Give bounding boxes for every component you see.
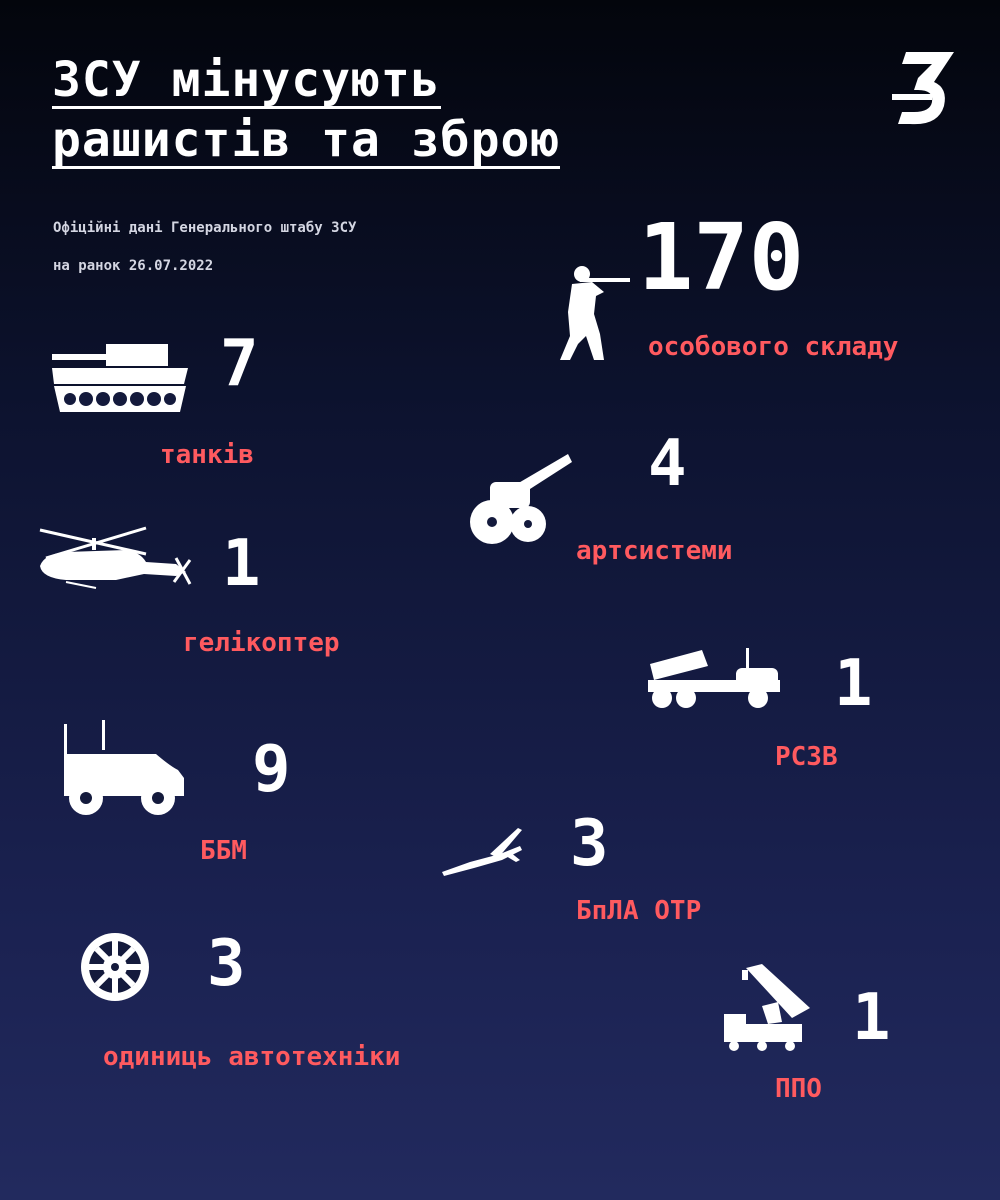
mlrs-label: РСЗВ xyxy=(775,742,838,772)
date-text: на ранок 26.07.2022 xyxy=(53,258,214,274)
uav-label: БпЛА ОТР xyxy=(576,896,702,926)
drone-icon xyxy=(440,824,524,876)
tanks-label: танків xyxy=(160,440,254,470)
air-defense-label: ППО xyxy=(775,1074,822,1104)
wheel-icon xyxy=(80,932,150,1002)
artillery-icon xyxy=(470,452,574,548)
armored-vehicle-icon xyxy=(60,720,186,818)
personnel-count: 170 xyxy=(638,204,805,311)
helicopter-icon xyxy=(36,524,192,594)
mlrs-count: 1 xyxy=(834,647,873,721)
artillery-label: артсистеми xyxy=(576,536,733,566)
artillery-count: 4 xyxy=(648,427,687,501)
tanks-count: 7 xyxy=(220,327,259,401)
logo-icon xyxy=(888,48,958,128)
uav-count: 3 xyxy=(570,807,609,881)
title-line-2: рашистів та зброю xyxy=(52,112,561,168)
air-defense-count: 1 xyxy=(852,981,891,1055)
vehicles-label: одиниць автотехніки xyxy=(103,1042,401,1072)
helicopters-label: гелікоптер xyxy=(183,628,340,658)
apv-label: ББМ xyxy=(200,836,247,866)
air-defense-icon xyxy=(722,962,812,1052)
rocket-launcher-icon xyxy=(646,646,782,710)
helicopters-count: 1 xyxy=(222,527,261,601)
title-line-1: ЗСУ мінусують xyxy=(52,52,441,108)
tank-icon xyxy=(50,340,190,420)
page-title xyxy=(52,50,560,170)
personnel-label: особового складу xyxy=(648,332,899,362)
vehicles-count: 3 xyxy=(207,927,246,1001)
source-text: Офіційні дані Генерального штабу ЗСУ xyxy=(53,220,357,236)
soldier-icon xyxy=(556,264,632,364)
apv-count: 9 xyxy=(252,733,291,807)
